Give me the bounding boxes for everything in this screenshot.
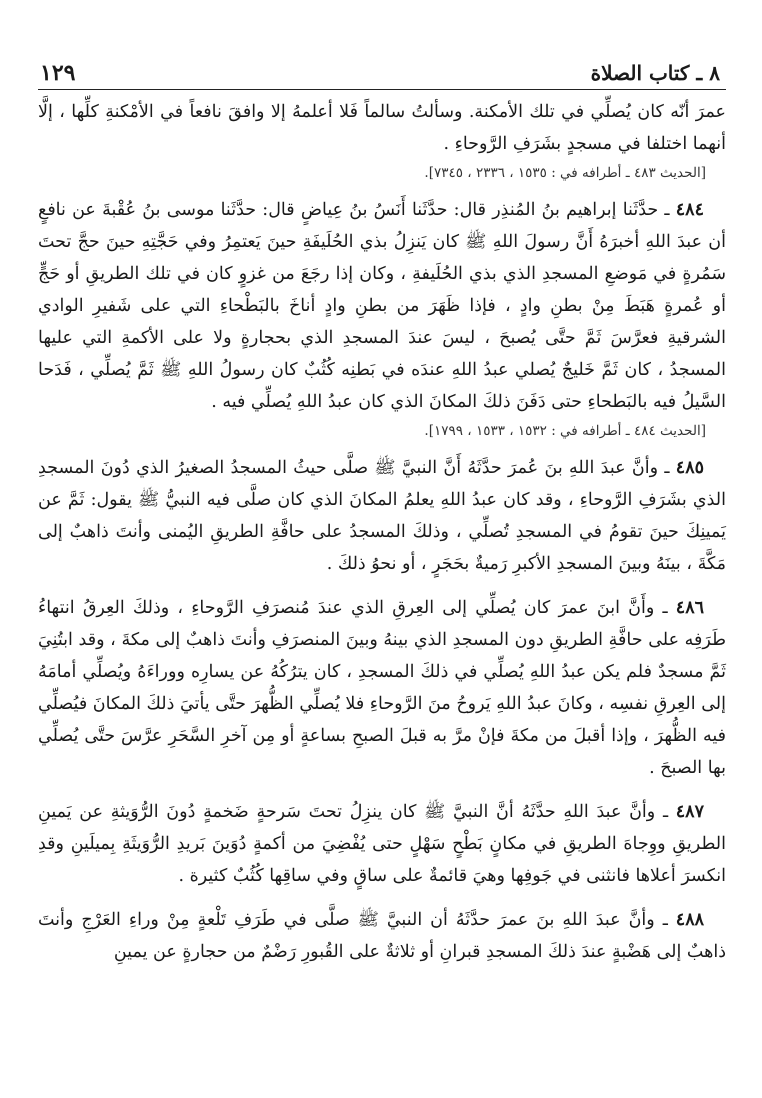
paragraph-gap [38,580,726,588]
chapter-title: ٨ ـ كتاب الصلاة [590,61,720,85]
paragraph-gap [38,784,726,792]
header-rule [38,89,726,90]
hadith-text: ـ وأنَّ عبدَ اللهِ حدَّثَهُ أنَّ النبيَّ ﷺ كان ينزِلُ تحتَ سَرحةٍ ضَخمةٍ دُونَ الرُّوَيثةِ عن يَمينِ الطريقِ ووِجاهَ الطريقِ في مكانٍ بَطْحٍ سَهْلٍ حتى يُفْضِيَ من أكمةٍ دُوَينَ بَريدِ الرُّوَيثَةِ بِميلَينِ وقدِ انكسرَ أعلاها فانثنى في جَوفِها وهيَ قائمةٌ على ساقٍ وفي ساقِها كُثُبٌ كثيرة . [38,802,726,886]
hadith-number: ٤٨٨ [675,910,704,930]
hadith-paragraph [38,904,726,968]
hadith-number: ٤٨٧ [675,802,704,822]
hadith-number: ٤٨٤ [675,200,704,220]
hadith-paragraph [38,592,726,784]
hadith-text: ـ وأَنَّ ابنَ عمرَ كان يُصلِّي إلى العِرقِ الذي عندَ مُنصرَفِ الرَّوحاءِ ، وذلكَ العِرقُ انتهاءُ طَرَفِه على حافَّةِ الطريقِ دون المسجدِ الذي بينهُ وبينَ المنصرَفِ وأنتَ ذاهبٌ إلى مكةَ ، وقد ابتُنِيَ ثَمَّ مسجدٌ فلم يكن عبدُ اللهِ يُصلِّي في ذلكَ المسجدِ ، كان يترُكُهُ عن يسارِه ووراءَهُ ويُصلِّي أمامَهُ إلى العِرقِ نفسِه ، وكانَ عبدُ اللهِ يَروحُ منَ الرَّوحاءِ فلا يُصلِّي الظُّهرَ حتَّى يأتيَ ذلكَ المكانَ فيُصلِّي فيه الظُّهرَ ، وإذا أقبلَ من مكةَ فإنْ مرَّ به قبلَ الصبحِ بساعةٍ أو مِن آخرِ السَّحَرِ عرَّسَ حتَّى يُصلِّي بها الصبحَ . [38,598,726,778]
continuation-text: عمرَ أنّه كان يُصلِّي في تلك الأمكنة. وسألتُ سالماً فَلا أعلمهُ إلا وافقَ نافعاً في الأمْكنةِ كلِّها ، إلَّا أنهما اختلفا في مسجدٍ بشَرَفِ الرَّوحاءِ . [38,102,726,154]
hadith-paragraph [38,452,726,580]
hadith-number: ٤٨٥ [675,458,704,478]
cross-reference: [الحديث ٤٨٤ ـ أطرافه في : ١٥٣٢ ، ١٥٣٣ ، ١٧٩٩]. [424,423,706,439]
cross-reference: [الحديث ٤٨٣ ـ أطرافه في : ١٥٣٥ ، ٢٣٣٦ ، ٧٣٤٥]. [424,165,706,181]
hadith-paragraph [38,194,726,418]
page-header [40,58,720,92]
hadith-text: ـ وأنَّ عبدَ اللهِ بنَ عمرَ حدَّثَهُ أن النبيَّ ﷺ صلَّى في طَرَفِ تَلْعةٍ مِنْ وراءِ العَرْجِ وأنتَ ذاهبٌ إلى هَضْبةٍ عندَ ذلكَ المسجدِ قبرانِ أو ثلاثةٌ على القُبورِ رَضْمٌ من حجارةٍ عن يمينِ [38,910,726,962]
hadith-text: ـ حدَّثَنا إبراهيم بنُ المُنذِر قال: حدَّثَنا أَنَسُ بنُ عِياضٍ قال: حدَّثَنا موسى بنُ عُقْبةَ عن نافعٍ أن عبدَ اللهِ أخبرَهُ أَنَّ رسولَ اللهِ ﷺ كان يَنزِلُ بذي الحُلَيفَةِ حينَ يَعتمِرُ وفي حَجَّتِهِ حينَ حجَّ تحتَ سَمُرةٍ في مَوضعِ المسجدِ الذي بذي الحُلَيفةِ ، وكان إذا رجَعَ من غزوٍ كان في تلك الطريقِ أو حَجٍّ أو عُمرةٍ هَبَطَ مِنْ بطنِ وادٍ ، فإذا ظَهَرَ من بطنِ وادٍ أناخَ بالبَطْحاءِ التي على شَفيرِ الوادي الشرقيةِ فعرَّسَ ثَمَّ حتَّى يُصبحَ ، ليسَ عندَ المسجدِ الذي بحجارةٍ ولا على الأكمةِ التي عليها المسجدُ ، كان ثَمَّ خَليجٌ يُصلي عبدُ اللهِ عندَه في بَطنِه كُثُبٌ كان رسولُ اللهِ ﷺ ثَمَّ يُصلِّي ، فَدَحا السَّيلُ فيه بالبَطحاءِ حتى دَفَنَ ذلكَ المكانَ الذي كان عبدُ اللهِ يُصلِّي فيه . [38,200,726,412]
page-number: ١٢٩ [40,60,76,86]
hadith-paragraph [38,796,726,892]
hadith-text: ـ وأنَّ عبدَ اللهِ بنَ عُمرَ حدَّثَهُ أَنَّ النبيَّ ﷺ صلَّى حيثُ المسجدُ الصغيرُ الذي دُونَ المسجدِ الذي بشَرَفِ الرَّوحاءِ ، وقد كان عبدُ اللهِ يعلمُ المكانَ الذي كان صلَّى فيه النبيُّ ﷺ يقول: ثَمَّ عن يَمينِكَ حينَ تقومُ في المسجدِ تُصلِّي ، وذلكَ المسجدُ على حافَّةِ الطريقِ اليُمنى وأنتَ ذاهبٌ إلى مَكَّةَ ، بينَهُ وبينَ المسجدِ الأكبرِ رَميةٌ بحَجَرٍ ، أو نحوُ ذلكَ . [38,458,726,574]
page-body [38,96,726,968]
paragraph-gap [38,892,726,900]
hadith-number: ٤٨٦ [675,598,704,618]
